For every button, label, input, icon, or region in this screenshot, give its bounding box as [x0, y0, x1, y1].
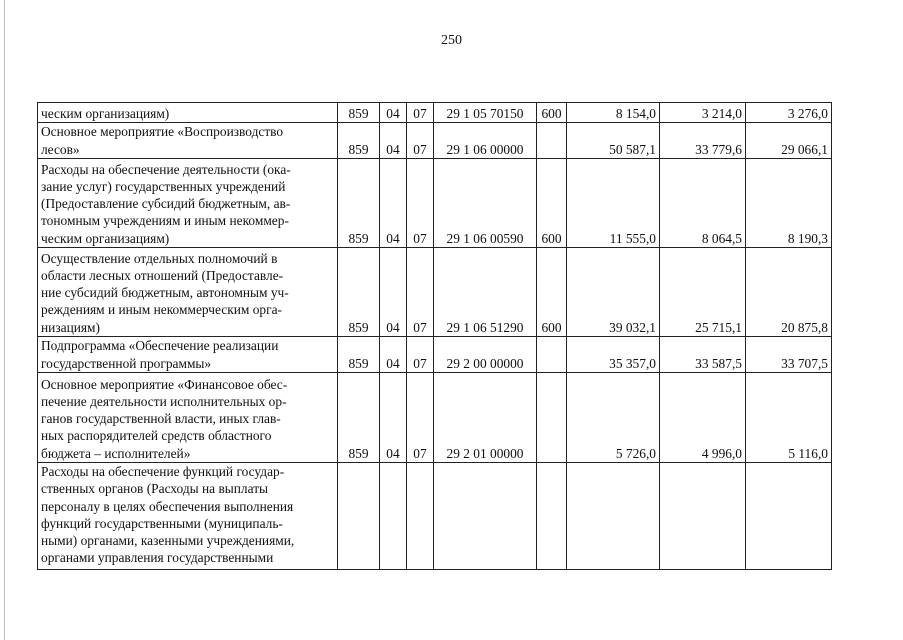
target-item-code-cell [434, 463, 537, 570]
ministry-code-cell: 859 [338, 248, 380, 337]
scan-edge [4, 0, 5, 640]
budget-table-body [38, 103, 832, 570]
amount-year2-cell: 8 064,5 [660, 159, 746, 248]
page-number: 250 [441, 33, 462, 48]
subsection-code-cell: 07 [407, 103, 434, 123]
target-item-code-cell: 29 1 06 00590 [434, 159, 537, 248]
target-item-code-cell: 29 1 06 51290 [434, 248, 537, 337]
amount-year3-cell: 8 190,3 [746, 159, 832, 248]
target-item-code-cell: 29 1 06 00000 [434, 123, 537, 159]
ministry-code-cell: 859 [338, 337, 380, 373]
amount-year1-cell: 11 555,0 [567, 159, 660, 248]
expense-name-cell: Основное мероприятие «Воспроизводство лесов» [38, 123, 338, 159]
amount-year1-cell: 35 357,0 [567, 337, 660, 373]
amount-year1-cell: 50 587,1 [567, 123, 660, 159]
amount-year2-cell: 4 996,0 [660, 373, 746, 463]
subsection-code-cell: 07 [407, 337, 434, 373]
subsection-code-cell: 07 [407, 373, 434, 463]
expense-type-code-cell: 600 [537, 159, 567, 248]
table-row [38, 463, 832, 570]
section-code-cell: 04 [380, 337, 407, 373]
amount-year2-cell: 25 715,1 [660, 248, 746, 337]
ministry-code-cell: 859 [338, 103, 380, 123]
target-item-code-cell: 29 2 00 00000 [434, 337, 537, 373]
amount-year3-cell: 20 875,8 [746, 248, 832, 337]
amount-year2-cell: 33 779,6 [660, 123, 746, 159]
amount-year3-cell: 3 276,0 [746, 103, 832, 123]
table-row [38, 248, 832, 337]
expense-name-cell: Расходы на обеспечение деятельности (ока- зание услуг) государственных учреждений (Предоставление субсидий бюджетным, ав- тономным учреждениям и иным некоммер- ческим организациям) [38, 159, 338, 248]
amount-year1-cell: 39 032,1 [567, 248, 660, 337]
expense-name-cell: Подпрограмма «Обеспечение реализации государственной программы» [38, 337, 338, 373]
section-code-cell: 04 [380, 123, 407, 159]
amount-year3-cell: 5 116,0 [746, 373, 832, 463]
expense-type-code-cell [537, 123, 567, 159]
target-item-code-cell: 29 1 05 70150 [434, 103, 537, 123]
amount-year3-cell [746, 463, 832, 570]
table-row [38, 159, 832, 248]
amount-year1-cell: 5 726,0 [567, 373, 660, 463]
expense-type-code-cell: 600 [537, 248, 567, 337]
expense-name-cell: Основное мероприятие «Финансовое обес- печение деятельности исполнительных ор- ганов государственной власти, иных глав- ных распорядителей средств областного бюджета – исполнителей» [38, 373, 338, 463]
table-row [38, 373, 832, 463]
expense-name-cell: Осуществление отдельных полномочий в области лесных отношений (Предоставле- ние субсидий бюджетным, автономным уч- реждениям и иным некоммерческим орга- низациям) [38, 248, 338, 337]
ministry-code-cell: 859 [338, 159, 380, 248]
section-code-cell: 04 [380, 373, 407, 463]
subsection-code-cell: 07 [407, 159, 434, 248]
expense-type-code-cell: 600 [537, 103, 567, 123]
subsection-code-cell: 07 [407, 123, 434, 159]
amount-year3-cell: 33 707,5 [746, 337, 832, 373]
expense-type-code-cell [537, 337, 567, 373]
amount-year2-cell: 33 587,5 [660, 337, 746, 373]
table-row [38, 123, 832, 159]
table-row [38, 103, 832, 123]
section-code-cell: 04 [380, 248, 407, 337]
ministry-code-cell: 859 [338, 123, 380, 159]
amount-year3-cell: 29 066,1 [746, 123, 832, 159]
expense-name-cell: ческим организациям) [38, 103, 338, 123]
amount-year1-cell: 8 154,0 [567, 103, 660, 123]
ministry-code-cell: 859 [338, 373, 380, 463]
ministry-code-cell [338, 463, 380, 570]
section-code-cell: 04 [380, 159, 407, 248]
expense-name-cell: Расходы на обеспечение функций государ- ственных органов (Расходы на выплаты персоналу в целях обеспечения выполнения функций государственными (муниципаль- ными) органами, казенными учреждениями, органами управления государственными [38, 463, 338, 570]
target-item-code-cell: 29 2 01 00000 [434, 373, 537, 463]
subsection-code-cell: 07 [407, 248, 434, 337]
subsection-code-cell [407, 463, 434, 570]
amount-year2-cell [660, 463, 746, 570]
table-row [38, 337, 832, 373]
amount-year2-cell: 3 214,0 [660, 103, 746, 123]
section-code-cell: 04 [380, 103, 407, 123]
section-code-cell [380, 463, 407, 570]
expense-type-code-cell [537, 463, 567, 570]
expense-type-code-cell [537, 373, 567, 463]
budget-table [37, 102, 832, 570]
amount-year1-cell [567, 463, 660, 570]
